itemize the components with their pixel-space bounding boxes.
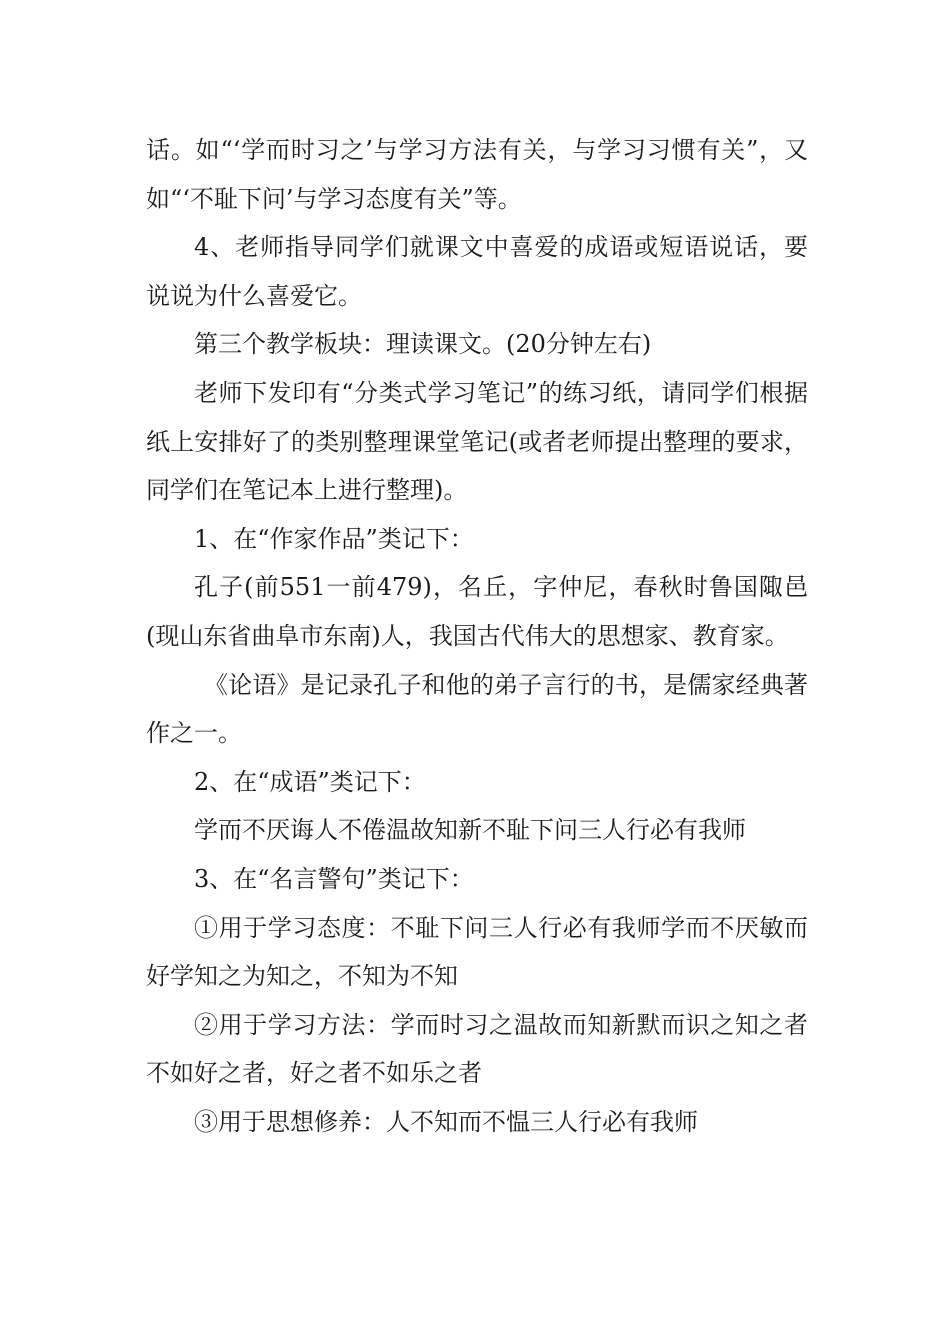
paragraph-step-4: 4、老师指导同学们就课文中喜爱的成语或短语说话，要说说为什么喜爱它。 [146,233,808,310]
paragraph-continuation: 话。如“‘学而时习之’与学习方法有关，与学习习惯有关”，又如“‘不耻下问’与学习态度有关”等。 [146,136,808,213]
paragraph-quotes-method: ②用于学习方法：学而时习之温故而知新默而识之知之者不如好之者，好之者不如乐之者 [146,1010,808,1088]
paragraph-quotes-attitude: ①用于学习态度：不耻下问三人行必有我师学而不厌敏而好学知之为知之，不知为不知 [146,913,808,991]
paragraph-notes-instruction: 老师下发印有“分类式学习笔记”的练习纸，请同学们根据纸上安排好了的类别整理课堂笔记(或者老师提出整理的要求，同学们在笔记本上进行整理)。 [146,378,808,505]
paragraph-analects-intro: 《论语》是记录孔子和他的弟子言行的书，是儒家经典著作之一。 [146,670,808,748]
paragraph-category-idioms: 2、在“成语”类记下： [194,767,426,796]
paragraph-category-quotes: 3、在“名言警句”类记下： [194,864,474,893]
document-page [146,126,808,1146]
paragraph-quotes-cultivation: ③用于思想修养：人不知而不愠三人行必有我师 [194,1107,698,1136]
paragraph-confucius-bio: 孔子(前551一前479)，名丘，字仲尼，春秋时鲁国陬邑(现山东省曲阜市东南)人，我国古代伟大的思想家、教育家。 [146,573,808,650]
section-heading-third-block: 第三个教学板块：理读课文。(20分钟左右) [194,330,652,359]
paragraph-category-author-works: 1、在“作家作品”类记下： [194,524,474,553]
paragraph-idioms-list: 学而不厌诲人不倦温故知新不耻下问三人行必有我师 [194,816,746,845]
